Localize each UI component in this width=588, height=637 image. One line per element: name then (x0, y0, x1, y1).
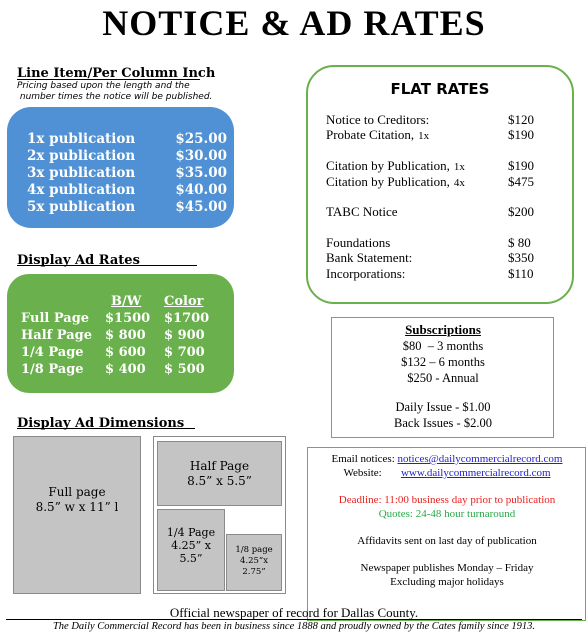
flat-rate-row (326, 235, 541, 251)
color-column-header: Color (164, 294, 204, 309)
footer-history: The Daily Commercial Record has been in business since 1888 and proudly owned by the Cates family since 1913. (52, 621, 536, 632)
page-title: NOTICE & AD RATES (102, 3, 486, 43)
publication-label: 5x publication (27, 199, 136, 215)
quarter-page-diagram (157, 509, 225, 591)
footer-rule (6, 619, 582, 620)
subscription-line: $80 – 3 months (402, 339, 484, 353)
subscription-line: $250 - Annual (407, 371, 479, 385)
flat-rate-row (326, 158, 541, 174)
website-link[interactable]: www.dailycommercialrecord.com (400, 467, 551, 479)
flat-rate-price: $475 (508, 174, 534, 189)
flat-rate-label: Citation by Publication, (326, 158, 450, 173)
flat-rate-price: $200 (508, 204, 534, 219)
ad-bw-price: $ 800 (105, 328, 146, 343)
ad-bw-price: $ 600 (105, 345, 146, 360)
full-page-size: 8.5” w x 11” l (35, 500, 119, 514)
publication-price: $35.00 (175, 165, 227, 181)
dimensions-rule (17, 428, 195, 429)
flat-rate-label: Citation by Publication, (326, 174, 450, 189)
flat-rate-label: Bank Statement: (326, 250, 413, 265)
publication-price: $40.00 (175, 182, 227, 198)
half-page-label: Half Page (189, 459, 250, 473)
holidays-text: Excluding major holidays (390, 576, 504, 588)
footer-official: Official newspaper of record for Dallas County. (169, 605, 419, 620)
dimensions-heading: Display Ad Dimensions (17, 416, 185, 431)
email-label: Email notices: (331, 453, 395, 465)
flat-rate-qualifier: 1x (453, 161, 465, 173)
flat-rate-label: Incorporations: (326, 266, 406, 281)
full-page-diagram (13, 436, 141, 594)
publication-price: $25.00 (175, 131, 227, 147)
flat-rate-label: Foundations (326, 235, 391, 250)
publishes-text: Newspaper publishes Monday – Friday (360, 562, 534, 574)
publication-row (27, 148, 227, 164)
line-item-note-2: number times the notice will be published. (17, 91, 213, 102)
daily-issue-price: Daily Issue - $1.00 (395, 400, 491, 414)
display-ad-rates-box (7, 274, 234, 393)
flat-rate-label: Notice to Creditors: (326, 112, 430, 127)
ad-bw-price: $ 400 (105, 362, 146, 377)
publication-label: 3x publication (27, 165, 136, 181)
publication-row (27, 131, 227, 147)
flat-rate-price: $190 (508, 158, 534, 173)
line-item-heading: Line Item/Per Column Inch (17, 66, 216, 81)
eighth-page-label: 1/8 page (235, 545, 273, 555)
email-line (307, 453, 587, 465)
website-label: Website: (343, 467, 382, 479)
flat-rate-price: $110 (508, 266, 534, 281)
half-page-diagram (157, 441, 282, 506)
publication-price: $30.00 (175, 148, 227, 164)
flat-rate-label: Probate Citation, (326, 127, 415, 142)
half-page-size: 8.5” x 5.5” (187, 474, 252, 488)
flat-rate-label: TABC Notice (326, 204, 398, 219)
flat-rate-row (326, 112, 541, 128)
email-link[interactable]: notices@dailycommercialrecord.com (397, 453, 563, 465)
line-item-note (17, 81, 212, 102)
flat-rates-title: FLAT RATES (390, 80, 490, 98)
ad-color-price: $ 700 (164, 345, 205, 360)
publication-price: $45.00 (175, 199, 227, 215)
publication-rates-box (7, 107, 234, 228)
line-item-note-1: Pricing based upon the length and the (17, 81, 190, 91)
ad-size: 1/8 Page (21, 362, 84, 377)
quarter-page-size-2: 5.5” (179, 552, 203, 565)
flat-rate-price: $120 (508, 112, 534, 127)
ad-color-price: $ 900 (164, 328, 205, 343)
flat-rate-row (326, 174, 541, 190)
affidavits-text: Affidavits sent on last day of publication (357, 535, 537, 547)
eighth-page-diagram (226, 534, 282, 591)
flat-rate-qualifier: 4x (453, 177, 465, 189)
flat-rate-price: $190 (508, 127, 534, 142)
full-page-label: Full page (48, 485, 106, 499)
flat-rate-row (326, 127, 541, 143)
flat-rate-row (326, 250, 541, 266)
publication-row (27, 199, 227, 215)
line-item-rule (17, 79, 200, 80)
publication-label: 2x publication (27, 148, 136, 164)
quotes-text: Quotes: 24-48 hour turnaround (378, 508, 516, 520)
subscriptions-title: Subscriptions (405, 322, 481, 337)
ad-color-price: $ 500 (164, 362, 205, 377)
deadline-text: Deadline: 11:00 business day prior to publication (338, 494, 556, 506)
display-ad-rule (17, 265, 197, 266)
quarter-page-size: 4.25” x (171, 539, 211, 552)
publication-label: 1x publication (27, 131, 136, 147)
ad-size: Half Page (21, 328, 92, 343)
ad-bw-price: $1500 (105, 311, 151, 326)
quarter-page-label: 1/4 Page (166, 526, 216, 539)
back-issue-price: Back Issues - $2.00 (394, 416, 492, 430)
display-ad-heading: Display Ad Rates (17, 253, 140, 268)
ad-size: 1/4 Page (21, 345, 84, 360)
flat-rate-row (326, 204, 541, 220)
subscription-line: $132 – 6 months (401, 355, 485, 369)
publication-row (27, 182, 227, 198)
flat-rate-price: $350 (508, 250, 534, 265)
ad-color-price: $1700 (164, 311, 210, 326)
flat-rate-qualifier: 1x (418, 130, 430, 142)
publication-row (27, 165, 227, 181)
flat-rate-row (326, 266, 541, 282)
publication-label: 4x publication (27, 182, 136, 198)
ad-size: Full Page (21, 311, 90, 326)
bw-column-header: B/W (111, 294, 142, 309)
website-line (307, 467, 587, 479)
eighth-page-size: 4.25”x (239, 556, 269, 566)
eighth-page-size-2: 2.75” (242, 567, 266, 577)
flat-rate-price: $ 80 (508, 235, 531, 250)
